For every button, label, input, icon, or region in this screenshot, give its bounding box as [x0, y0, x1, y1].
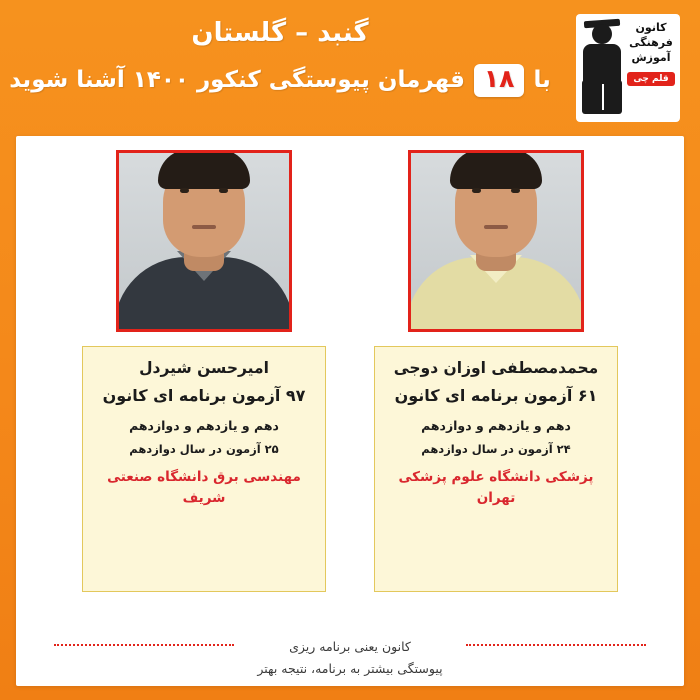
student-photo	[408, 150, 584, 332]
student-year-exams: ۲۴ آزمون در سال دوازدهم	[421, 442, 571, 456]
content-card	[16, 136, 684, 686]
student-exam-count: ۶۱ آزمون برنامه ای کانون	[394, 386, 598, 405]
poster-header	[0, 0, 700, 136]
logo-badge: قلم چی	[627, 72, 674, 86]
student-exam-count: ۹۷ آزمون برنامه ای کانون	[102, 386, 306, 405]
student-info-box	[82, 346, 326, 592]
poster-footer	[34, 630, 666, 676]
logo-line-3: آموزش	[631, 51, 671, 65]
logo-text	[626, 18, 676, 118]
logo-line-2: فرهنگی	[629, 36, 673, 50]
student-card	[79, 150, 329, 624]
dotted-divider-left	[54, 644, 234, 648]
footer-slogan-2: پیوستگی بیشتر به برنامه، نتیجه بهتر	[257, 661, 443, 676]
kanoon-logo	[576, 14, 680, 122]
dotted-divider-right	[466, 644, 646, 648]
student-grades: دهم و یازدهم و دوازدهم	[421, 418, 571, 433]
header-texts	[0, 18, 560, 97]
student-name: امیرحسن شیردل	[139, 359, 269, 377]
student-major: مهندسی برق دانشگاه صنعتی شریف	[107, 469, 301, 506]
logo-line-1: کانون	[635, 21, 667, 34]
footer-slogan-1: کانون یعنی برنامه ریزی	[281, 639, 419, 654]
student-grades: دهم و یازدهم و دوازدهم	[129, 418, 279, 433]
champion-count-badge: ۱۸	[474, 64, 525, 97]
subtitle-suffix: قهرمان پیوستگی کنکور ۱۴۰۰ آشنا شوید	[9, 67, 465, 94]
student-year-exams: ۲۵ آزمون در سال دوازدهم	[129, 442, 279, 456]
student-major: پزشکی دانشگاه علوم پزشکی تهران	[398, 469, 594, 506]
page-title-region: گنبد – گلستان	[191, 18, 369, 48]
student-info-box	[374, 346, 618, 592]
student-card	[371, 150, 621, 624]
page-subtitle	[0, 64, 560, 97]
student-name: محمدمصطفی اوزان دوجی	[393, 359, 599, 377]
graduate-student-icon	[580, 18, 626, 118]
student-photo	[116, 150, 292, 332]
subtitle-prefix: با	[533, 67, 551, 94]
students-list	[34, 150, 666, 624]
